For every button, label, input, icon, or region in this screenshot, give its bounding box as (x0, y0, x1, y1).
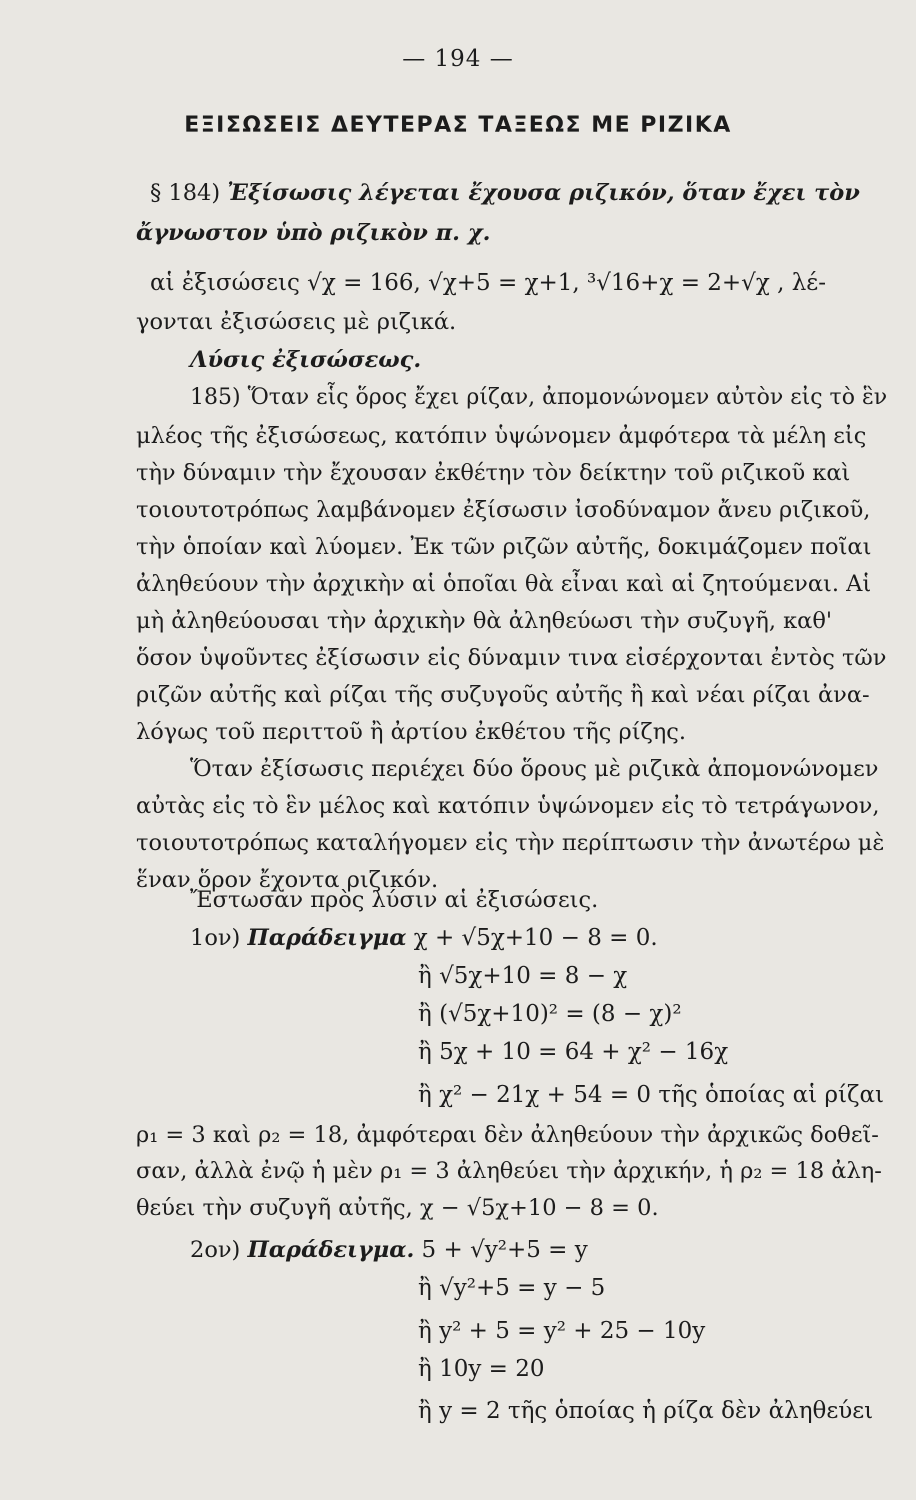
paragraph-185-line-3: τὴν δύναμιν τὴν ἔχουσαν ἐκθέτην τὸν δείκτην τοῦ ριζικοῦ καὶ (136, 460, 851, 486)
two-roots-line-3: τοιουτοτρόπως καταλήγομεν εἰς τὴν περίπτωσιν τὴν ἀνωτέρω μὲ (136, 830, 885, 856)
paragraph-184-line-4: γονται ἐξισώσεις μὲ ριζικά. (136, 309, 457, 335)
two-roots-line-4: ἕναν ὅρον ἔχοντα ριζικόν. (136, 867, 439, 893)
section-number-184: § 184) (150, 180, 221, 206)
example-1-number: 1ον) (190, 925, 241, 951)
example-1-line (190, 925, 658, 951)
paragraph-185-line-5: τὴν ὁποίαν καὶ λύομεν. Ἐκ τῶν ριζῶν αὐτῆς, δοκιμάζομεν ποῖαι (136, 534, 872, 560)
two-roots-line-1: Ὅταν ἐξίσωσις περιέχει δύο ὅρους μὲ ριζικὰ ἀπομονώνομεν (190, 756, 879, 782)
paragraph-184-line-2: ἄγνωστον ὑπὸ ριζικὸν π. χ. (136, 220, 491, 246)
example-1-step-3: ἢ 5χ + 10 = 64 + χ² − 16χ (418, 1039, 729, 1065)
two-roots-line-2: αὐτὰς εἰς τὸ ἓν μέλος καὶ κατόπιν ὑψώνομεν εἰς τὸ τετράγωνον, (136, 793, 880, 819)
example-1-conclusion-2: σαν, ἀλλὰ ἐνῷ ἡ μὲν ρ₁ = 3 ἀληθεύει τὴν ἀρχικήν, ἡ ρ₂ = 18 ἀλη- (136, 1158, 882, 1184)
example-1-label: Παράδειγμα (247, 925, 407, 951)
example-1-conclusion-1: ρ₁ = 3 καὶ ρ₂ = 18, ἀμφότεραι δὲν ἀληθεύουν τὴν ἀρχικῶς δοθεῖ- (136, 1122, 879, 1148)
paragraph-185-line-7: μὴ ἀληθεύουσαι τὴν ἀρχικὴν θὰ ἀληθεύωσι τὴν συζυγῆ, καθ' (136, 608, 833, 634)
paragraph-185-line-10: λόγως τοῦ περιττοῦ ἢ ἀρτίου ἐκθέτου τῆς ρίζης. (136, 719, 686, 745)
example-1-step-4: ἢ χ² − 21χ + 54 = 0 τῆς ὁποίας αἱ ρίζαι (418, 1082, 885, 1108)
example-1-conclusion-3: θεύει τὴν συζυγῆ αὐτῆς, χ − √5χ+10 − 8 = 0. (136, 1195, 659, 1221)
example-1-step-1: ἢ √5χ+10 = 8 − χ (418, 963, 628, 989)
example-2-step-3: ἢ 10y = 20 (418, 1356, 545, 1382)
example-1-step-2: ἢ (√5χ+10)² = (8 − χ)² (418, 1001, 682, 1027)
paragraph-184-line-3: αἱ ἐξισώσεις √χ = 166, √χ+5 = χ+1, ³√16+χ = 2+√χ , λέ- (150, 270, 826, 296)
example-2-label: Παράδειγμα. (247, 1237, 415, 1263)
example-2-line (190, 1237, 588, 1263)
paragraph-185-line-6: ἀληθεύουν τὴν ἀρχικὴν αἱ ὁποῖαι θὰ εἶναι καὶ αἱ ζητούμεναι. Αἱ (136, 571, 872, 597)
example-2-number: 2ον) (190, 1237, 241, 1263)
paragraph-185-line-2: μλέος τῆς ἐξισώσεως, κατόπιν ὑψώνομεν ἀμφότερα τὰ μέλη εἰς (136, 423, 867, 449)
intro-line: Ἔστωσαν πρὸς λύσιν αἱ ἐξισώσεις. (190, 887, 599, 913)
example-2-step-4: ἢ y = 2 τῆς ὁποίας ἡ ρίζα δὲν ἀληθεύει (418, 1398, 874, 1424)
example-2-step-2: ἢ y² + 5 = y² + 25 − 10y (418, 1318, 706, 1344)
example-1-equation: χ + √5χ+10 − 8 = 0. (413, 925, 658, 951)
paragraph-185-line-1: 185) Ὅταν εἷς ὅρος ἔχει ρίζαν, ἀπομονώνομεν αὐτὸν εἰς τὸ ἓν (190, 385, 888, 410)
example-2-step-1: ἢ √y²+5 = y − 5 (418, 1275, 606, 1301)
subheading-solution: Λύσις ἐξισώσεως. (190, 347, 422, 373)
paragraph-185-line-9: ριζῶν αὐτῆς καὶ ρίζαι τῆς συζυγοῦς αὐτῆς ἢ καὶ νέαι ρίζαι ἀνα- (136, 682, 870, 708)
section-heading: ΕΞΙΣΩΣΕΙΣ ΔΕΥΤΕΡΑΣ ΤΑΞΕΩΣ ΜΕ ΡΙΖΙΚΑ (184, 113, 732, 138)
example-2-equation: 5 + √y²+5 = y (421, 1237, 588, 1263)
paragraph-185-line-8: ὅσον ὑψοῦντες ἐξίσωσιν εἰς δύναμιν τινα εἰσέρχονται ἐντὸς τῶν (136, 645, 887, 671)
page-number: — 194 — (402, 46, 514, 72)
paragraph-185-line-4: τοιουτοτρόπως λαμβάνομεν ἐξίσωσιν ἰσοδύναμον ἄνευ ριζικοῦ, (136, 497, 871, 523)
paragraph-184-line-1 (150, 180, 860, 206)
definition-text: Ἐξίσωσις λέγεται ἔχουσα ριζικόν, ὅταν ἔχει τὸν (227, 180, 860, 206)
